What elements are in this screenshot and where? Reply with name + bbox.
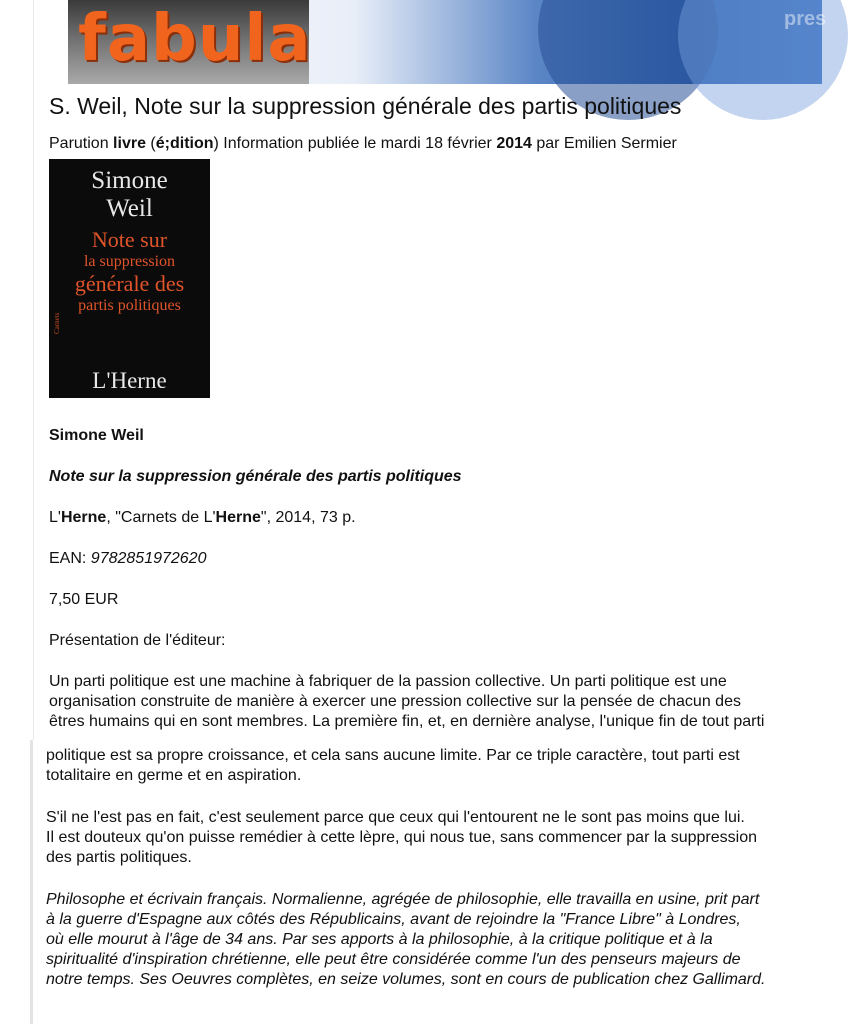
presentation-paragraph-continued bbox=[46, 746, 740, 786]
paragraph-line: à la guerre d'Espagne aux côtés des Républicains, avant de rejoindre la "France Libre" à Londres, bbox=[46, 911, 741, 928]
cover-publisher: L'Herne bbox=[92, 368, 167, 393]
cover-title-line: Note sur bbox=[91, 227, 168, 252]
meta-author: par Emilien Sermier bbox=[531, 135, 677, 152]
presentation-label: Présentation de l'éditeur: bbox=[49, 632, 226, 649]
cover-author bbox=[49, 167, 210, 223]
paragraph-line: où elle mourut à l'âge de 34 ans. Par ses apports à la philosophie, à la critique politique et à la bbox=[46, 931, 713, 948]
paragraph-line: êtres humains qui en sont membres. La première fin, et, en dernière analyse, l'unique fin de tout parti bbox=[49, 713, 765, 730]
publisher-details: ", 2014, 73 p. bbox=[260, 509, 356, 526]
meta-prefix: Parution bbox=[49, 135, 114, 152]
meta-info: Information publiée le mardi 18 février bbox=[218, 135, 497, 152]
article-meta bbox=[49, 135, 677, 153]
book-cover-image bbox=[49, 159, 210, 398]
paragraph-line: Un parti politique est une machine à fabriquer de la passion collective. Un parti politique est une bbox=[49, 673, 727, 690]
publisher-name: Herne bbox=[215, 509, 261, 526]
publisher-prefix: L' bbox=[49, 509, 61, 526]
paragraph-line: politique est sa propre croissance, et cela sans aucune limite. Par ce triple caractère, tout parti est bbox=[46, 747, 740, 764]
cover-series-label: Carnets bbox=[53, 312, 61, 334]
ean-label: EAN: bbox=[49, 550, 91, 567]
cover-title-line: la suppression bbox=[83, 253, 176, 270]
meta-year: 2014 bbox=[496, 135, 532, 152]
page-title: S. Weil, Note sur la suppression générale des partis politiques bbox=[49, 93, 682, 119]
meta-category[interactable]: livre bbox=[113, 135, 146, 152]
book-ean bbox=[49, 549, 206, 568]
presentation-paragraph-2 bbox=[46, 808, 757, 868]
paragraph-line: Philosophe et écrivain français. Normalienne, agrégée de philosophie, elle travailla en usine, prit part bbox=[46, 891, 760, 908]
page-left-rule bbox=[33, 0, 34, 740]
meta-paren-close: ) bbox=[213, 135, 219, 152]
meta-paren-open: ( bbox=[145, 135, 156, 152]
page-left-rule-lower bbox=[30, 740, 33, 1024]
logo-text: fabula bbox=[78, 2, 312, 76]
fabula-logo[interactable] bbox=[68, 0, 312, 84]
presentation-paragraph bbox=[49, 672, 764, 732]
book-title: Note sur la suppression générale des partis politiques bbox=[49, 468, 462, 485]
book-publisher bbox=[49, 508, 356, 527]
site-banner[interactable] bbox=[68, 0, 827, 84]
paragraph-line: organisation construite de manière à exercer une pression collective sur la pensée de chacun des bbox=[49, 693, 741, 710]
cover-title bbox=[49, 229, 210, 317]
paragraph-line: Il est douteux qu'on puisse remédier à cette lèpre, qui nous tue, sans commencer par la suppression bbox=[46, 829, 758, 846]
publisher-name: Herne bbox=[60, 509, 107, 526]
cover-author-line: Weil bbox=[106, 195, 153, 222]
paragraph-line: spiritualité d'inspiration chrétienne, elle peut être considérée comme l'un des penseurs majeurs de bbox=[46, 951, 741, 968]
ean-value: 9782851972620 bbox=[90, 550, 207, 567]
cover-author-line: Simone bbox=[91, 167, 168, 194]
book-price: 7,50 EUR bbox=[49, 591, 119, 608]
publisher-series: , "Carnets de L' bbox=[106, 509, 216, 526]
cover-title-line: générale des bbox=[74, 271, 185, 296]
book-author: Simone Weil bbox=[49, 427, 144, 444]
author-biography bbox=[46, 890, 765, 990]
paragraph-line: S'il ne l'est pas en fait, c'est seulement parce que ceux qui l'entourent ne le sont pas moins que lui. bbox=[46, 809, 745, 826]
paragraph-line: totalitaire en germe et en aspiration. bbox=[46, 767, 302, 784]
cover-title-line: partis politiques bbox=[78, 297, 181, 314]
banner-watermark: pres bbox=[784, 8, 827, 30]
paragraph-line: des partis politiques. bbox=[46, 849, 192, 866]
paragraph-line: notre temps. Ses Oeuvres complètes, en seize volumes, sont en cours de publication chez Gallimard. bbox=[46, 971, 766, 988]
meta-subcategory[interactable]: é;dition bbox=[155, 135, 214, 152]
